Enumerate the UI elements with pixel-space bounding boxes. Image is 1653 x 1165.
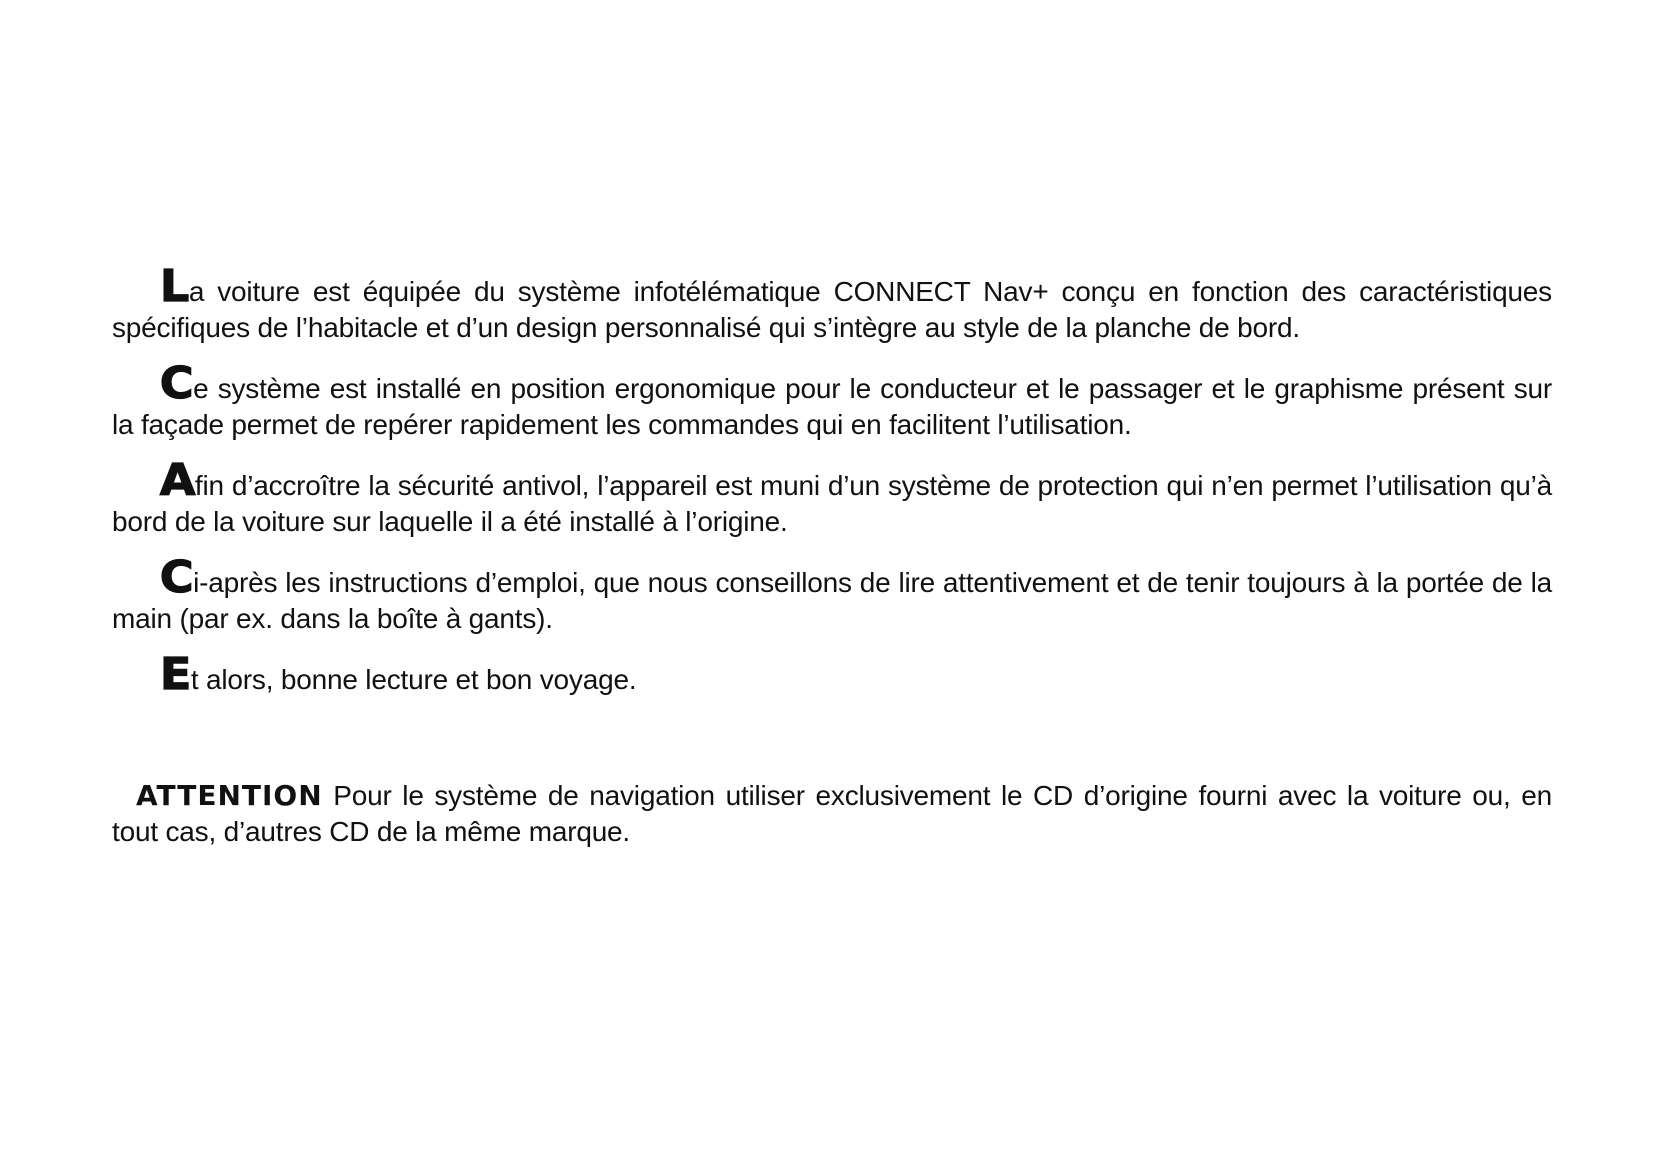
paragraph-text: i-après les instructions d’emploi, que nous conseillons de lire attentivement et de tenir toujours à la portée de la main (par ex. dans la boîte à gants). — [112, 567, 1552, 634]
attention-note — [112, 778, 1552, 850]
drop-cap: E — [159, 649, 192, 700]
paragraph-text: a voiture est équipée du système infotélématique CONNECT Nav+ conçu en fonction des caractéristiques spécifiques de l’habitacle et d’un design personnalisé qui s’intègre au style de la planche de bord. — [112, 276, 1552, 343]
paragraph-closing — [112, 649, 1552, 700]
paragraph-intro — [112, 261, 1552, 346]
paragraph-text: t alors, bonne lecture et bon voyage. — [190, 664, 637, 695]
paragraph-text: fin d’accroître la sécurité antivol, l’appareil est muni d’un système de protection qui n’en permet l’utilisation qu’à bord de la voiture sur laquelle il a été installé à l’origine. — [112, 470, 1552, 537]
drop-cap: L — [159, 261, 190, 312]
paragraph-instructions — [112, 552, 1552, 637]
attention-text: Pour le système de navigation utiliser exclusivement le CD d’origine fourni avec la voiture ou, en tout cas, d’autres CD de la même marque. — [112, 780, 1552, 847]
paragraph-text: e système est installé en position ergonomique pour le conducteur et le passager et le graphisme présent sur la façade permet de repérer rapidement les commandes qui en facilitent l’utilisation. — [112, 373, 1552, 440]
drop-cap: C — [159, 358, 194, 409]
drop-cap: A — [159, 455, 196, 506]
drop-cap: C — [159, 552, 194, 603]
attention-label: ATTENTION — [136, 779, 323, 812]
paragraph-installation — [112, 358, 1552, 443]
paragraph-antitheft — [112, 455, 1552, 540]
intro-text-block — [112, 261, 1552, 722]
